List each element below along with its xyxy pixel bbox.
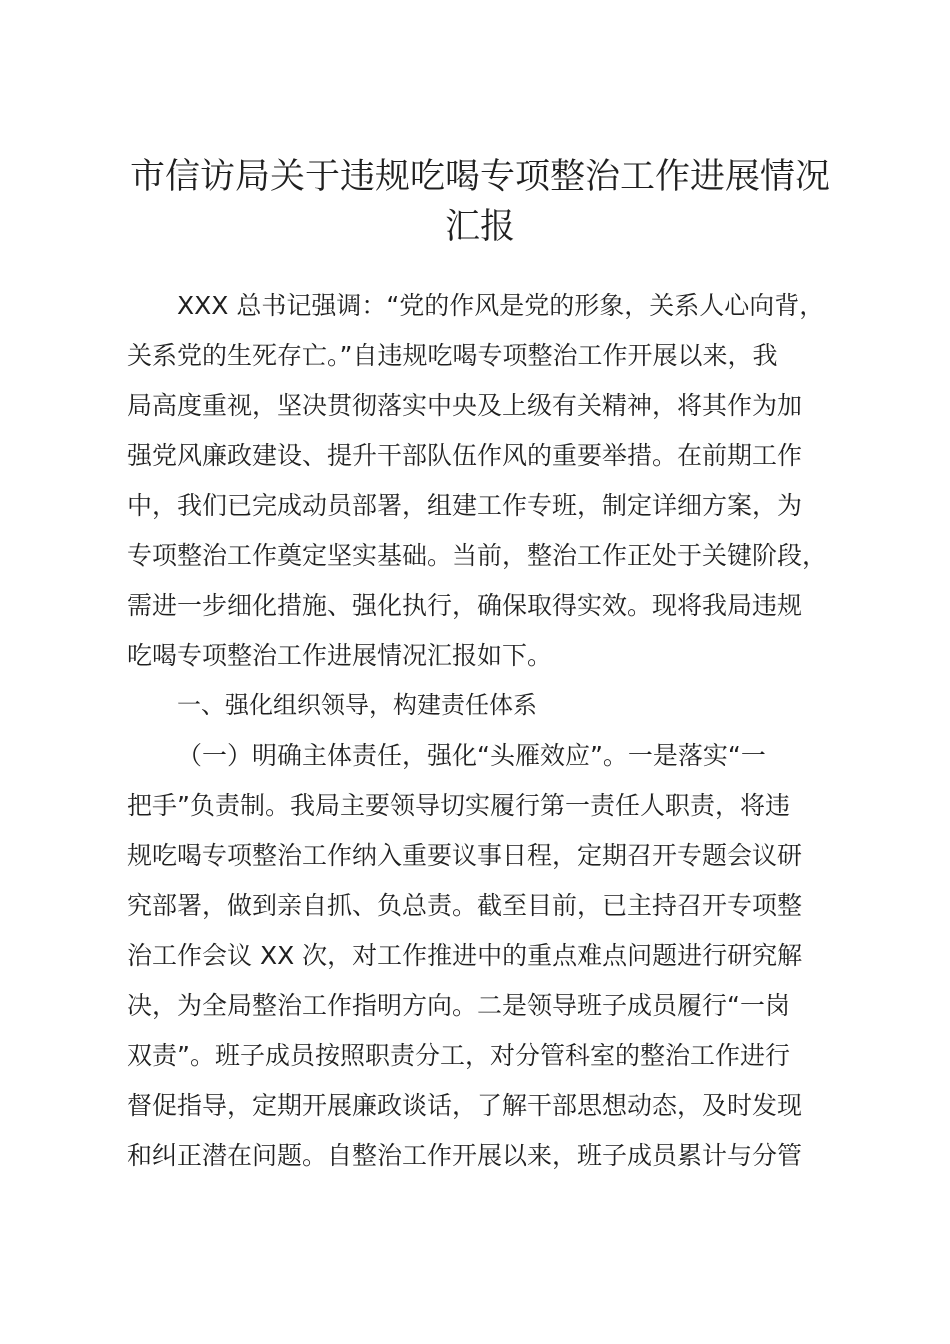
paragraph-line: 双责”。班子成员按照职责分工，对分管科室的整治工作进行 [127,1041,790,1070]
paragraph-line: XXX 总书记强调：“党的作风是党的形象，关系人心向背， [177,291,825,320]
document-title [100,152,860,252]
title-line: 市信访局关于违规吃喝专项整治工作进展情况 [129,157,830,197]
section-heading: 一、强化组织领导，构建责任体系 [177,693,537,719]
paragraph-line: 督促指导，定期开展廉政谈话，了解干部思想动态，及时发现 [127,1091,803,1120]
paragraph-line: 吃喝专项整治工作进展情况汇报如下。 [127,641,553,670]
paragraph-line: 强党风廉政建设、提升干部队伍作风的重要举措。在前期工作 [127,441,803,470]
title-line: 汇报 [444,207,515,247]
paragraph-line: 和纠正潜在问题。自整治工作开展以来，班子成员累计与分管 [127,1141,803,1170]
paragraph-line: （一）明确主体责任，强化“头雁效应”。一是落实“一 [177,741,766,770]
paragraph-line: 局高度重视，坚决贯彻落实中央及上级有关精神，将其作为加 [127,391,803,420]
paragraph-line: 决，为全局整治工作指明方向。二是领导班子成员履行“一岗 [127,991,790,1020]
paragraph-line: 中，我们已完成动员部署，组建工作专班，制定详细方案，为 [127,491,803,520]
paragraph-line: 关系党的生死存亡。”自违规吃喝专项整治工作开展以来，我 [127,341,778,370]
paragraph-line: 究部署，做到亲自抓、负总责。截至目前，已主持召开专项整 [127,891,803,920]
paragraph-line: 专项整治工作奠定坚实基础。当前，整治工作正处于关键阶段， [127,541,828,570]
paragraph-line: 治工作会议 XX 次，对工作推进中的重点难点问题进行研究解 [127,941,803,970]
document-body [127,281,857,1181]
paragraph-line: 需进一步细化措施、强化执行，确保取得实效。现将我局违规 [127,591,803,620]
paragraph-line: 把手”负责制。我局主要领导切实履行第一责任人职责，将违 [127,791,790,820]
paragraph-line: 规吃喝专项整治工作纳入重要议事日程，定期召开专题会议研 [127,841,803,870]
